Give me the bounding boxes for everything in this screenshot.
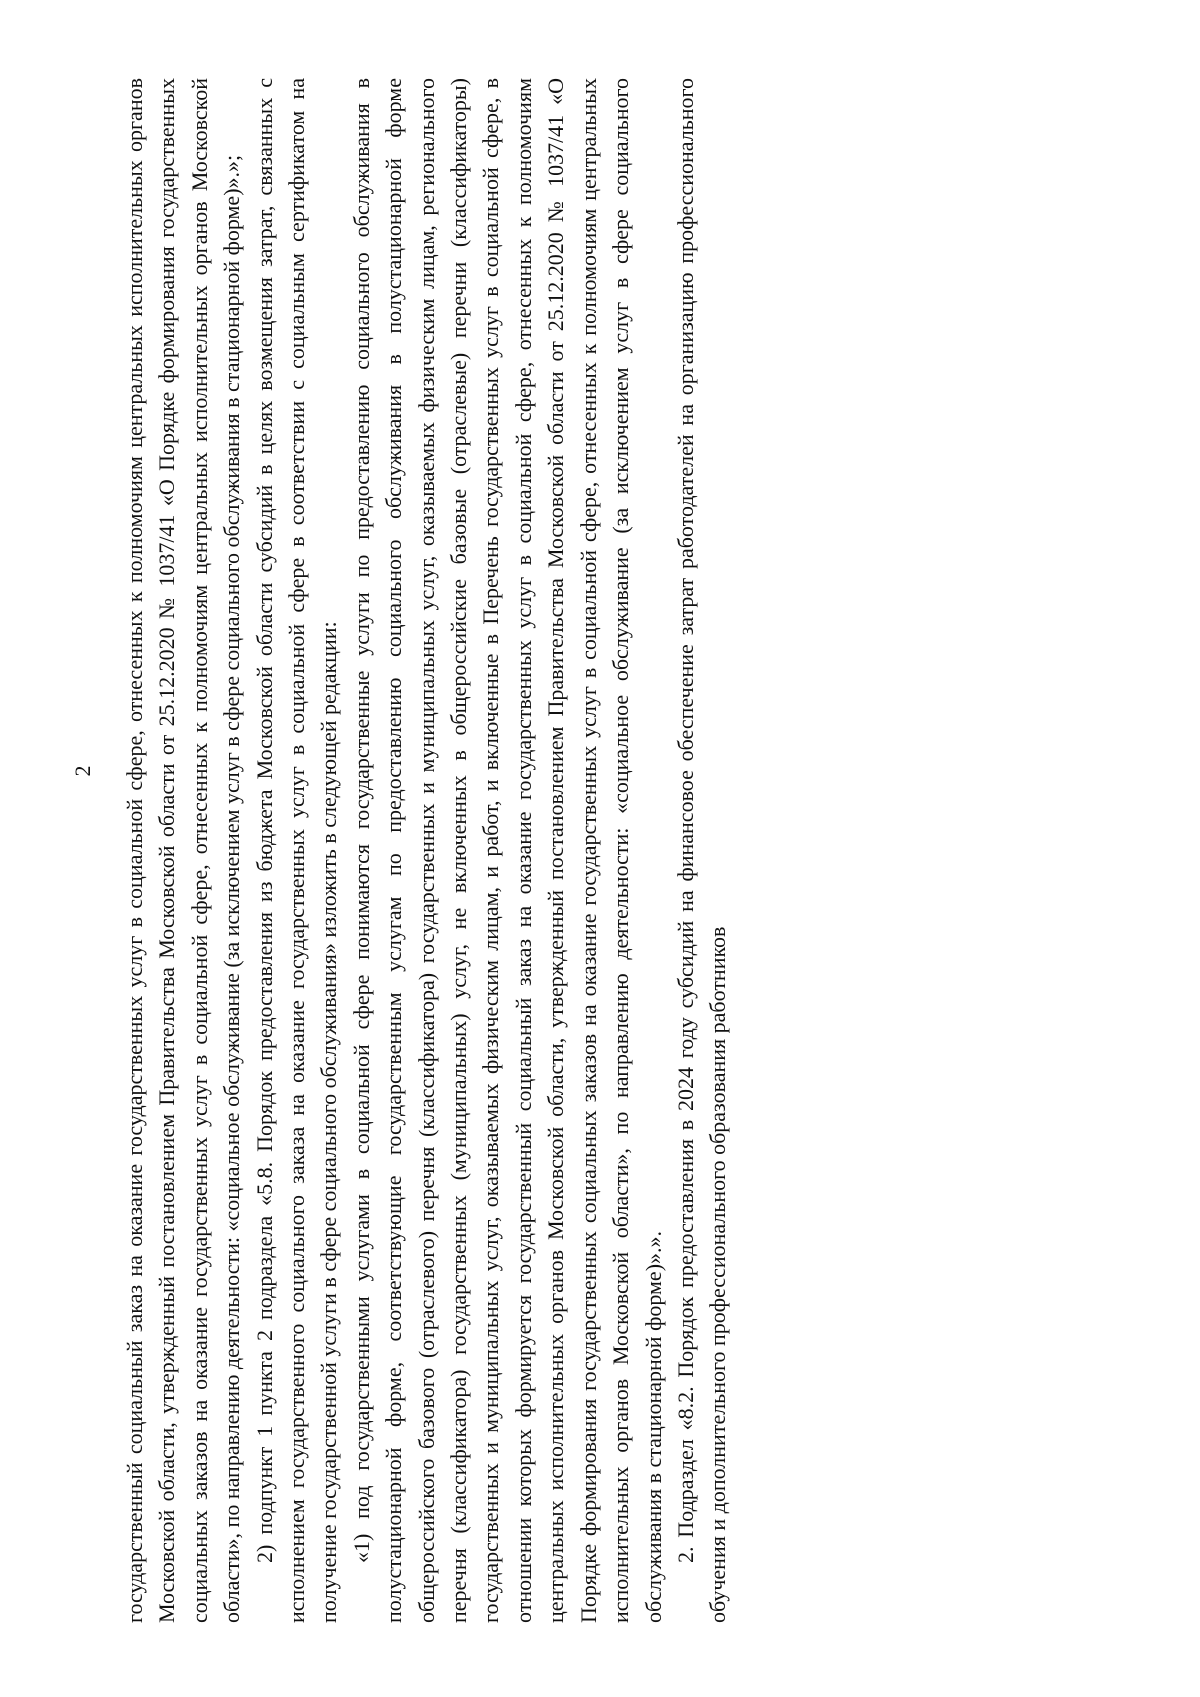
paragraph-section-8-2: 2. Подраздел «8.2. Порядок предоставления в 2024 году субсидий на финансовое обеспечение затрат работодателей на организацию профессионального обучения и дополнительного профессионального образования работников [672, 78, 731, 1623]
page-number: 2 [70, 765, 95, 777]
paragraph-definition-1: «1) под государственными услугами в социальной сфере понимаются государственные услуги по предоставлению социального обслуживания в полустационарной форме, соответствующие государственным услугам по предоставлению социального обслуживания в полустационарной форме общероссийского базового (отраслевого) перечня (классификатора) государственных и муниципальных услуг, оказываемых физическим лицам, регионального перечня (классификатора) государственных (муниципальных) услуг, не включенных в общероссийские базовые (отраслевые) перечни (классификаторы) государственных и муниципальных услуг, оказываемых физическим лицам, и работ, и включенные в Перечень государственных услуг в социальной сфере, в отношении которых формируется государственный социальный заказ на оказание государственных услуг в социальной сфере, отнесенных к полномочиям центральных исполнительных органов Московской области, утвержденный постановлением Правительства Московской области от 25.12.2020 № 1037/41 «О Порядке формирования государственных социальных заказов на оказание государственных услуг в социальной сфере, отнесенных к полномочиям центральных исполнительных органов Московской области», по направлению деятельности: «социальное обслуживание (за исключением услуг в сфере социального обслуживания в стационарной форме)».». [348, 78, 666, 1623]
document-text [119, 78, 735, 1623]
paragraph-continuation: государственный социальный заказ на оказание государственных услуг в социальной сфере, отнесенных к полномочиям центральных исполнительных органов Московской области, утвержденный постановлением Правительства Московской области от 25.12.2020 № 1037/41 «О Порядке формирования государственных социальных заказов на оказание государственных услуг в социальной сфере, отнесенных к полномочиям центральных исполнительных органов Московской области», по направлению деятельности: «социальное обслуживание (за исключением услуг в сфере социального обслуживания в стационарной форме)».»; [122, 78, 245, 1623]
rotated-document-body [119, 78, 962, 1623]
paragraph-subitem-2: 2) подпункт 1 пункта 2 подраздела «5.8. Порядок предоставления из бюджета Московской области субсидий в целях возмещения затрат, связанных с исполнением государственного социального заказа на оказание государственных услуг в социальной сфере в соответствии с социальным сертификатом на получение государственной услуги в сфере социального обслуживания» изложить в следующей редакции: [251, 78, 342, 1623]
page-number-container [70, 756, 100, 786]
